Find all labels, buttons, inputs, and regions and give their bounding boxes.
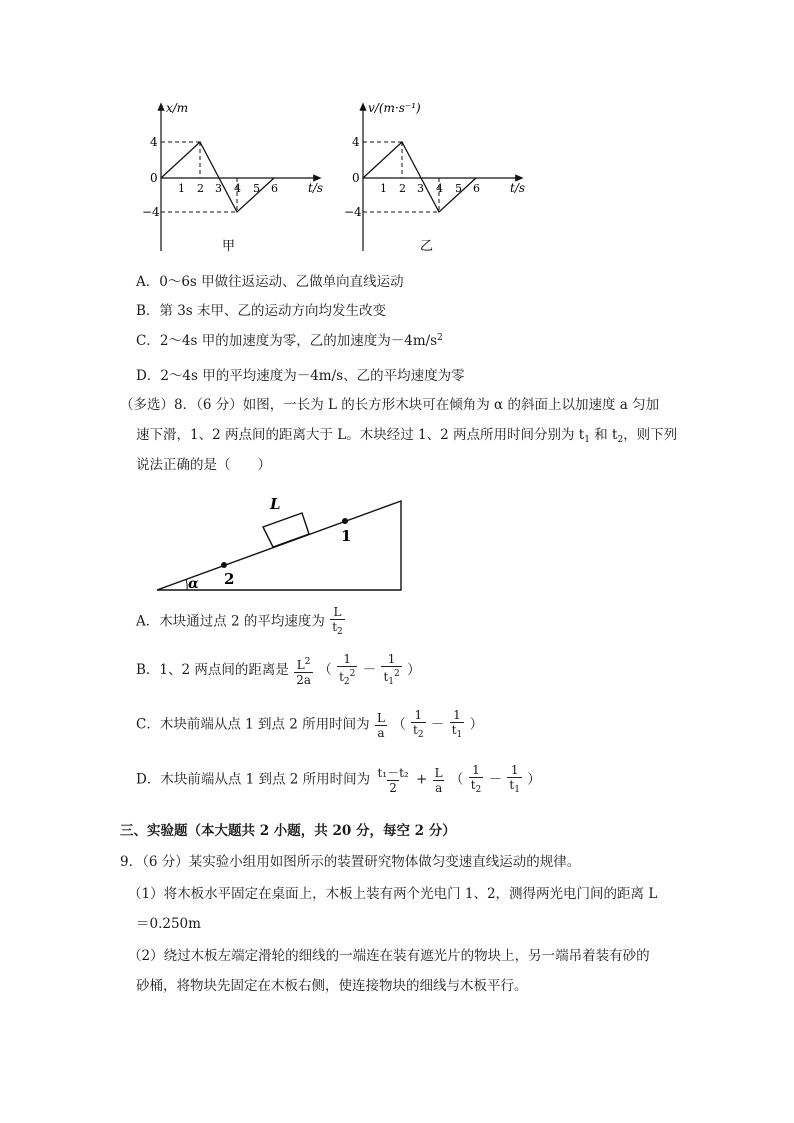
y-tick: 0 <box>150 171 158 185</box>
numerator: t₁－t₂ <box>377 765 409 780</box>
angle-arc <box>186 579 187 590</box>
q8-option-d[interactable] <box>136 763 541 797</box>
fraction <box>375 766 410 795</box>
graph-line <box>363 142 476 212</box>
q8-stem-text: ，则下列 <box>623 427 678 443</box>
fraction <box>433 766 445 795</box>
q7-option-a[interactable]: A．0～6s 甲做往返运动、乙做单向直线运动 <box>136 274 404 290</box>
numerator: 1 <box>510 763 519 777</box>
denominator: 2 <box>389 780 397 795</box>
numerator: L <box>376 710 385 725</box>
x-tick: 3 <box>215 182 222 195</box>
point-2 <box>221 562 227 568</box>
q7-option-c[interactable] <box>136 329 443 349</box>
fraction <box>330 605 345 639</box>
y-tick: 0 <box>352 171 360 185</box>
q8-option-a[interactable] <box>136 605 346 639</box>
x-tick: 2 <box>197 182 204 195</box>
q9-part1-line2: ＝0.250m <box>136 916 201 932</box>
fraction <box>294 655 313 687</box>
q7-option-c-text: C．2～4s 甲的加速度为零，乙的加速度为－4m/s <box>136 333 438 349</box>
denominator: a <box>435 780 443 795</box>
fraction <box>411 708 426 742</box>
y-axis-label: x/m <box>166 101 189 115</box>
plus-sign: + <box>416 771 428 788</box>
denominator: $t_2$ <box>470 778 482 795</box>
label-1: 1 <box>341 527 352 545</box>
option-text: C．木块前端从点 1 到点 2 所用时间为 <box>136 716 370 733</box>
paren: （ <box>392 716 406 733</box>
x-tick: 3 <box>417 182 424 195</box>
graph-caption: 乙 <box>420 239 434 254</box>
graph-line <box>161 142 274 212</box>
numerator: 1 <box>343 652 352 666</box>
subscript: 1 <box>584 435 590 445</box>
x-tick: 5 <box>455 182 462 195</box>
graph-jia <box>140 96 340 256</box>
denominator: $t_1^2$ <box>381 666 401 689</box>
denominator: a <box>377 725 385 740</box>
y-tick: 4 <box>352 135 360 149</box>
x-tick: 6 <box>271 182 278 195</box>
q7-option-d[interactable]: D．2～4s 甲的平均速度为－4m/s、乙的平均速度为零 <box>136 368 465 384</box>
q8-option-c[interactable] <box>136 708 483 742</box>
label-alpha: α <box>188 576 199 592</box>
q9-part2-line2: 砂桶，将物块先固定在木板右侧，使连接物块的细线与木板平行。 <box>136 978 528 994</box>
q7-option-b[interactable]: B．第 3s 末甲、乙的运动方向均发生改变 <box>136 303 387 319</box>
subscript: 2 <box>617 435 624 445</box>
q8-stem-line1: （多选）8．（6 分）如图，一长为 L 的长方形木块可在倾角为 α 的斜面上以加速度 a 匀加 <box>120 397 660 413</box>
fraction <box>375 711 387 740</box>
q8-stem-text: 和 t <box>589 427 618 443</box>
q8-stem-line3: 说法正确的是（ ） <box>136 457 271 473</box>
denominator: $t_2^2$ <box>337 666 357 689</box>
paren: ） <box>407 662 421 678</box>
paren: （ <box>449 771 464 788</box>
option-text: D．木块前端从点 1 到点 2 所用时间为 <box>136 771 371 788</box>
paren: ） <box>469 716 484 733</box>
fraction <box>469 763 484 797</box>
denominator: 2a <box>296 672 311 687</box>
q9-stem: 9．（6 分）某实验小组用如图所示的装置研究物体做匀变速直线运动的规律。 <box>120 854 581 870</box>
y-tick: −4 <box>344 205 362 219</box>
y-tick: −4 <box>142 205 160 219</box>
numerator: L <box>434 765 443 780</box>
x-tick: 5 <box>253 182 260 195</box>
x-axis-label: t/s <box>308 181 324 195</box>
x-tick: 4 <box>436 182 443 195</box>
q8-stem-line2 <box>136 426 677 449</box>
fraction <box>337 652 357 689</box>
paren: ） <box>527 771 541 788</box>
numerator: L <box>333 605 342 619</box>
x-tick: 1 <box>380 182 387 195</box>
option-text: B．1、2 两点间的距离是 <box>136 662 289 678</box>
numerator: 1 <box>387 652 396 666</box>
q8-option-b[interactable] <box>136 652 421 689</box>
label-L: L <box>270 495 281 513</box>
denominator: $t_2$ <box>413 723 424 740</box>
y-tick: 4 <box>150 135 158 149</box>
x-tick: 4 <box>234 182 241 195</box>
graph-caption: 甲 <box>222 239 236 254</box>
minus-sign: － <box>488 771 503 788</box>
q9-part1-line1: （1）将木板水平固定在桌面上，木板上装有两个光电门 1、2，测得两光电门间的距离 L <box>128 886 658 902</box>
x-tick: 2 <box>399 182 406 195</box>
x-tick: 1 <box>178 182 185 195</box>
denominator: $t_1$ <box>509 778 520 795</box>
section-heading: 三、实验题（本大题共 2 小题，共 20 分，每空 2 分） <box>120 823 456 839</box>
option-text: A．木块通过点 2 的平均速度为 <box>136 613 325 630</box>
numerator: $L^2$ <box>296 656 311 672</box>
fraction <box>507 763 522 797</box>
incline-diagram <box>150 490 410 595</box>
x-tick: 6 <box>473 182 480 195</box>
denominator: $t_1$ <box>451 723 463 740</box>
denominator: $t_2$ <box>332 620 343 637</box>
label-2: 2 <box>224 570 235 588</box>
q9-part2-line1: （2）绕过木板左端定滑轮的细线的一端连在装有遮光片的物块上，另一端吊着装有砂的 <box>128 948 650 964</box>
minus-sign: － <box>430 716 445 733</box>
y-axis-label: v/(m·s⁻¹) <box>368 101 421 115</box>
fraction <box>450 708 465 742</box>
q7-option-c-sup: 2 <box>437 333 443 343</box>
point-1 <box>342 518 348 524</box>
block <box>263 513 309 547</box>
graph-yi <box>342 96 542 256</box>
paren: （ <box>318 662 332 678</box>
numerator: 1 <box>453 708 461 722</box>
x-axis-label: t/s <box>510 181 526 195</box>
numerator: 1 <box>414 708 423 722</box>
fraction <box>381 652 401 689</box>
q8-stem-text: 速下滑，1、2 两点间的距离大于 L。木块经过 1、2 两点所用时间分别为 t <box>136 427 585 443</box>
numerator: 1 <box>472 763 480 777</box>
minus-sign: － <box>362 662 377 678</box>
